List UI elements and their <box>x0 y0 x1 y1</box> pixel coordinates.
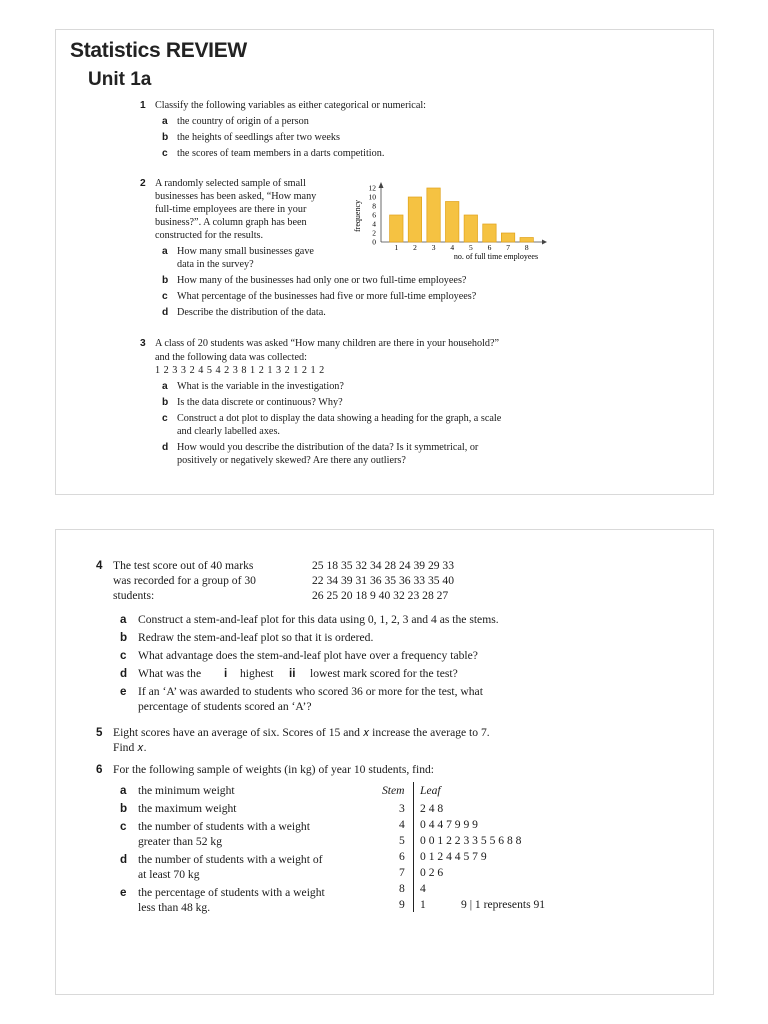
y-tick-label: 0 <box>372 237 376 247</box>
x-tick-label: 1 <box>394 243 399 252</box>
item-letter: c <box>162 291 168 302</box>
x-tick-label: 6 <box>487 243 492 252</box>
item-letter: e <box>120 685 127 698</box>
bar <box>501 233 514 242</box>
bar <box>464 215 477 242</box>
item-text: How would you describe the distribution of the data? Is it symmetrical, or <box>177 442 479 453</box>
question-line: businesses has been asked, “How many <box>155 191 317 202</box>
y-tick-label: 4 <box>372 219 376 229</box>
bar <box>390 215 403 242</box>
bar <box>408 197 421 242</box>
leaf-header: Leaf <box>420 784 441 797</box>
leaf-values: 0 2 6 <box>420 866 444 879</box>
item-text: How many small businesses gave <box>177 246 314 257</box>
leaf-values: 4 <box>420 882 426 895</box>
x-axis-label: no. of full time employees <box>453 252 539 261</box>
item-text: Redraw the stem-and-leaf plot so that it is ordered. <box>138 631 374 644</box>
item-text: What is the variable in the investigation? <box>177 381 344 392</box>
item-text: If an ‘A’ was awarded to students who scored 36 or more for the test, what <box>138 685 483 698</box>
y-tick-label: 2 <box>372 228 376 238</box>
item-letter: c <box>162 413 168 424</box>
question-line: The test score out of 40 marks <box>113 559 254 572</box>
question-line: A class of 20 students was asked “How many children are there in your household?” <box>155 338 500 349</box>
leaf-values: 0 0 1 2 2 3 3 5 5 6 8 8 <box>420 834 522 847</box>
x-tick-label: 7 <box>506 243 510 252</box>
item-letter: d <box>120 667 128 680</box>
stem-value: 8 <box>399 882 405 895</box>
item-text-part: What was the <box>138 667 202 680</box>
leaf-values: 0 4 4 7 9 9 9 <box>420 818 478 831</box>
item-text: the maximum weight <box>138 802 237 815</box>
stem-value: 3 <box>399 802 405 815</box>
data-row: 22 34 39 31 36 35 36 33 35 40 <box>312 574 455 587</box>
slide-1 <box>55 29 714 495</box>
question-number: 6 <box>96 763 103 776</box>
item-text: the country of origin of a person <box>177 116 309 127</box>
item-letter: c <box>162 148 168 159</box>
item-text: Describe the distribution of the data. <box>177 307 326 318</box>
x-tick-label: 8 <box>524 243 529 252</box>
question-text: For the following sample of weights (in kg) of year 10 students, find: <box>113 763 435 776</box>
leaf-values: 2 4 8 <box>420 802 444 815</box>
y-axis-label: frequency <box>353 200 362 232</box>
question-number: 3 <box>140 338 146 349</box>
page-title: Statistics REVIEW <box>70 39 247 62</box>
item-text: positively or negatively skewed? Are there any outliers? <box>177 455 406 466</box>
stem-value: 9 <box>399 898 405 911</box>
page-subtitle: Unit 1a <box>88 69 152 90</box>
item-text: the number of students with a weight of <box>138 853 323 866</box>
question-line: business?”. A column graph has been <box>155 217 307 228</box>
stem-header: Stem <box>382 784 405 797</box>
item-text: less than 48 kg. <box>138 901 211 914</box>
item-letter: b <box>162 132 169 143</box>
y-axis-arrow <box>379 182 384 188</box>
bar <box>520 238 533 243</box>
item-letter: a <box>120 784 127 797</box>
x-tick-label: 2 <box>413 243 417 252</box>
item-text: Construct a dot plot to display the data showing a heading for the graph, a scale <box>177 413 502 424</box>
item-text: data in the survey? <box>177 259 254 270</box>
question-line: was recorded for a group of 30 <box>113 574 256 587</box>
bar <box>445 202 458 243</box>
sub-item-label: ii <box>289 667 296 680</box>
question-line: full-time employees are there in your <box>155 204 307 215</box>
stem-value: 6 <box>399 850 405 863</box>
item-letter: d <box>162 307 169 318</box>
item-text: and clearly labelled axes. <box>177 426 280 437</box>
bar <box>483 224 496 242</box>
item-text: the scores of team members in a darts competition. <box>177 148 385 159</box>
question-line: constructed for the results. <box>155 230 264 241</box>
stem-value: 4 <box>399 818 405 831</box>
x-tick-label: 5 <box>468 243 473 252</box>
item-letter: a <box>120 613 127 626</box>
question-line: students: <box>113 589 155 602</box>
item-letter: b <box>162 275 169 286</box>
sub-item-label: i <box>224 667 228 680</box>
item-text: the minimum weight <box>138 784 235 797</box>
data-values: 1 2 3 3 2 4 5 4 2 3 8 1 2 1 3 2 1 2 1 2 <box>155 365 325 376</box>
stem-divider <box>413 782 414 912</box>
question-line: Find 𝑥. <box>113 741 147 754</box>
item-letter: c <box>120 820 127 833</box>
question-line: Eight scores have an average of six. Scores of 15 and 𝑥 increase the average to 7. <box>113 726 490 739</box>
item-text: Is the data discrete or continuous? Why? <box>177 397 343 408</box>
item-letter: c <box>120 649 127 662</box>
y-tick-label: 12 <box>368 183 376 193</box>
item-letter: d <box>120 853 128 866</box>
item-text-part: highest <box>240 667 274 680</box>
y-tick-label: 6 <box>372 210 376 220</box>
item-letter: b <box>120 802 128 815</box>
question-line: and the following data was collected: <box>155 352 307 363</box>
question-line: A randomly selected sample of small <box>155 178 306 189</box>
y-tick-label: 10 <box>368 192 376 202</box>
item-text: What percentage of the businesses had five or more full-time employees? <box>177 291 477 302</box>
item-letter: b <box>162 397 169 408</box>
item-letter: b <box>120 631 128 644</box>
question-number: 5 <box>96 726 103 739</box>
item-text: How many of the businesses had only one or two full-time employees? <box>177 275 467 286</box>
employees-column-chart <box>346 178 556 264</box>
item-letter: a <box>162 246 168 257</box>
stem-leaf-key: 9 | 1 represents 91 <box>461 898 546 911</box>
item-text: greater than 52 kg <box>138 835 223 848</box>
x-tick-label: 3 <box>431 243 436 252</box>
stem-value: 5 <box>399 834 405 847</box>
item-letter: a <box>162 381 168 392</box>
slide-2 <box>55 529 714 995</box>
item-text: the heights of seedlings after two weeks <box>177 132 340 143</box>
item-text-part: lowest mark scored for the test? <box>310 667 458 680</box>
y-tick-label: 8 <box>372 201 376 211</box>
item-text: the percentage of students with a weight <box>138 886 325 899</box>
bar <box>427 188 440 242</box>
question-number: 2 <box>140 178 146 189</box>
x-axis-arrow <box>542 240 547 245</box>
data-row: 26 25 20 18 9 40 32 23 28 27 <box>312 589 449 602</box>
leaf-values: 1 <box>420 898 426 911</box>
item-letter: d <box>162 442 169 453</box>
item-text: What advantage does the stem-and-leaf plot have over a frequency table? <box>138 649 478 662</box>
x-tick-label: 4 <box>450 243 455 252</box>
leaf-values: 0 1 2 4 4 5 7 9 <box>420 850 487 863</box>
data-row: 25 18 35 32 34 28 24 39 29 33 <box>312 559 455 572</box>
question-number: 4 <box>96 559 103 572</box>
question-text: Classify the following variables as either categorical or numerical: <box>155 100 427 111</box>
item-text: Construct a stem-and-leaf plot for this data using 0, 1, 2, 3 and 4 as the stems. <box>138 613 499 626</box>
item-letter: a <box>162 116 168 127</box>
item-letter: e <box>120 886 127 899</box>
item-text: at least 70 kg <box>138 868 200 881</box>
item-text: percentage of students scored an ‘A’? <box>138 700 312 713</box>
item-text: the number of students with a weight <box>138 820 310 833</box>
stem-value: 7 <box>399 866 405 879</box>
question-number: 1 <box>140 100 146 111</box>
